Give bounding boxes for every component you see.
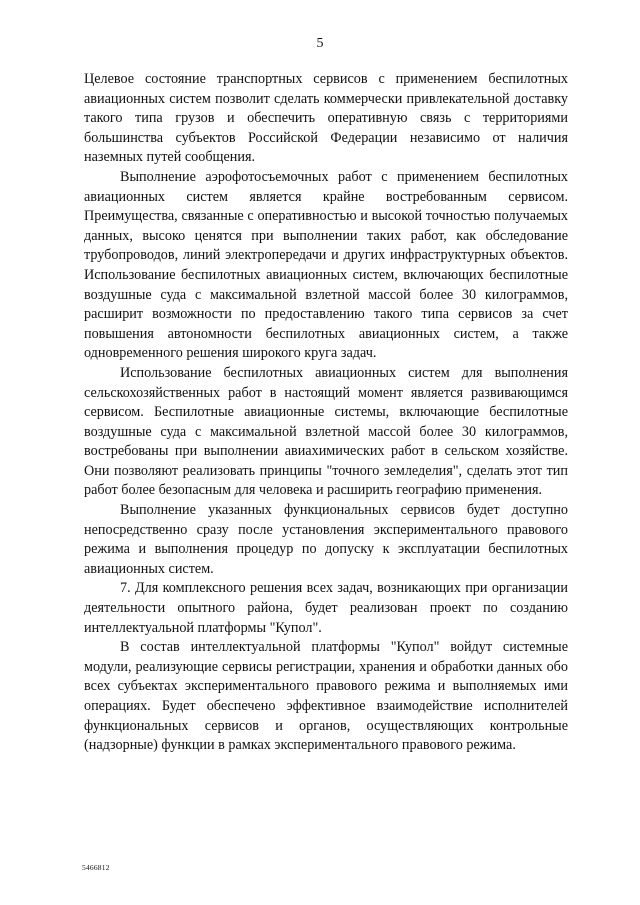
document-code: 5466812: [82, 863, 110, 872]
document-body: [84, 70, 568, 756]
paragraph-transport-services: Целевое состояние транспортных сервисов с применением беспилотных авиационных систем позволит сделать коммерчески привлекательной доставку такого типа грузов и обеспечить оперативную связь с территориями большинства субъектов Российской Федерации независимо от наличия наземных путей сообщения.: [84, 71, 568, 166]
page-number: 5: [316, 36, 324, 51]
paragraph-agriculture: Использование беспилотных авиационных систем для выполнения сельскохозяйственных работ в настоящий момент является развивающимся сервисом. Беспилотные авиационные системы, включающие беспилотные воздушные суда с максимальной взлетной массой более 30 килограммов, востребованы при выполнении авиахимических работ в сельском хозяйстве. Они позволяют реализовать принципы "точного земледелия", сделать этот тип работ более безопасным для человека и расширить географию применения.: [84, 364, 568, 499]
paragraph-service-availability: Выполнение указанных функциональных сервисов будет доступно непосредственно сразу после установления экспериментального правового режима и выполнения процедур по допуску к эксплуатации беспилотных авиационных систем.: [84, 502, 568, 577]
paragraph-aerial-photography: Выполнение аэрофотосъемочных работ с применением беспилотных авиационных систем является крайне востребованным сервисом. Преимущества, связанные с оперативностью и высокой точностью получаемых данных, высоко ценятся при выполнении таких работ, как обследование трубопроводов, линий электропередачи и других инфраструктурных объектов. Использование беспилотных авиационных систем, включающих беспилотные воздушные суда с максимальной взлетной массой более 30 килограммов, расширит возможности по предоставлению такого типа сервисов за счет повышения автономности беспилотных авиационных систем, а также одновременного решения широкого круга задач.: [84, 168, 568, 362]
paragraph-kupol-project: 7. Для комплексного решения всех задач, возникающих при организации деятельности опытного района, будет реализован проект по созданию интеллектуальной платформы "Купол".: [84, 580, 568, 636]
paragraph-kupol-modules: В состав интеллектуальной платформы "Купол" войдут системные модули, реализующие сервисы регистрации, хранения и обработки данных обо всех субъектах экспериментального правового режима и выполняемых ими операциях. Будет обеспечено эффективное взаимодействие исполнителей функциональных сервисов и органов, осуществляющих контрольные (надзорные) функции в рамках экспериментального правового режима.: [84, 639, 568, 754]
